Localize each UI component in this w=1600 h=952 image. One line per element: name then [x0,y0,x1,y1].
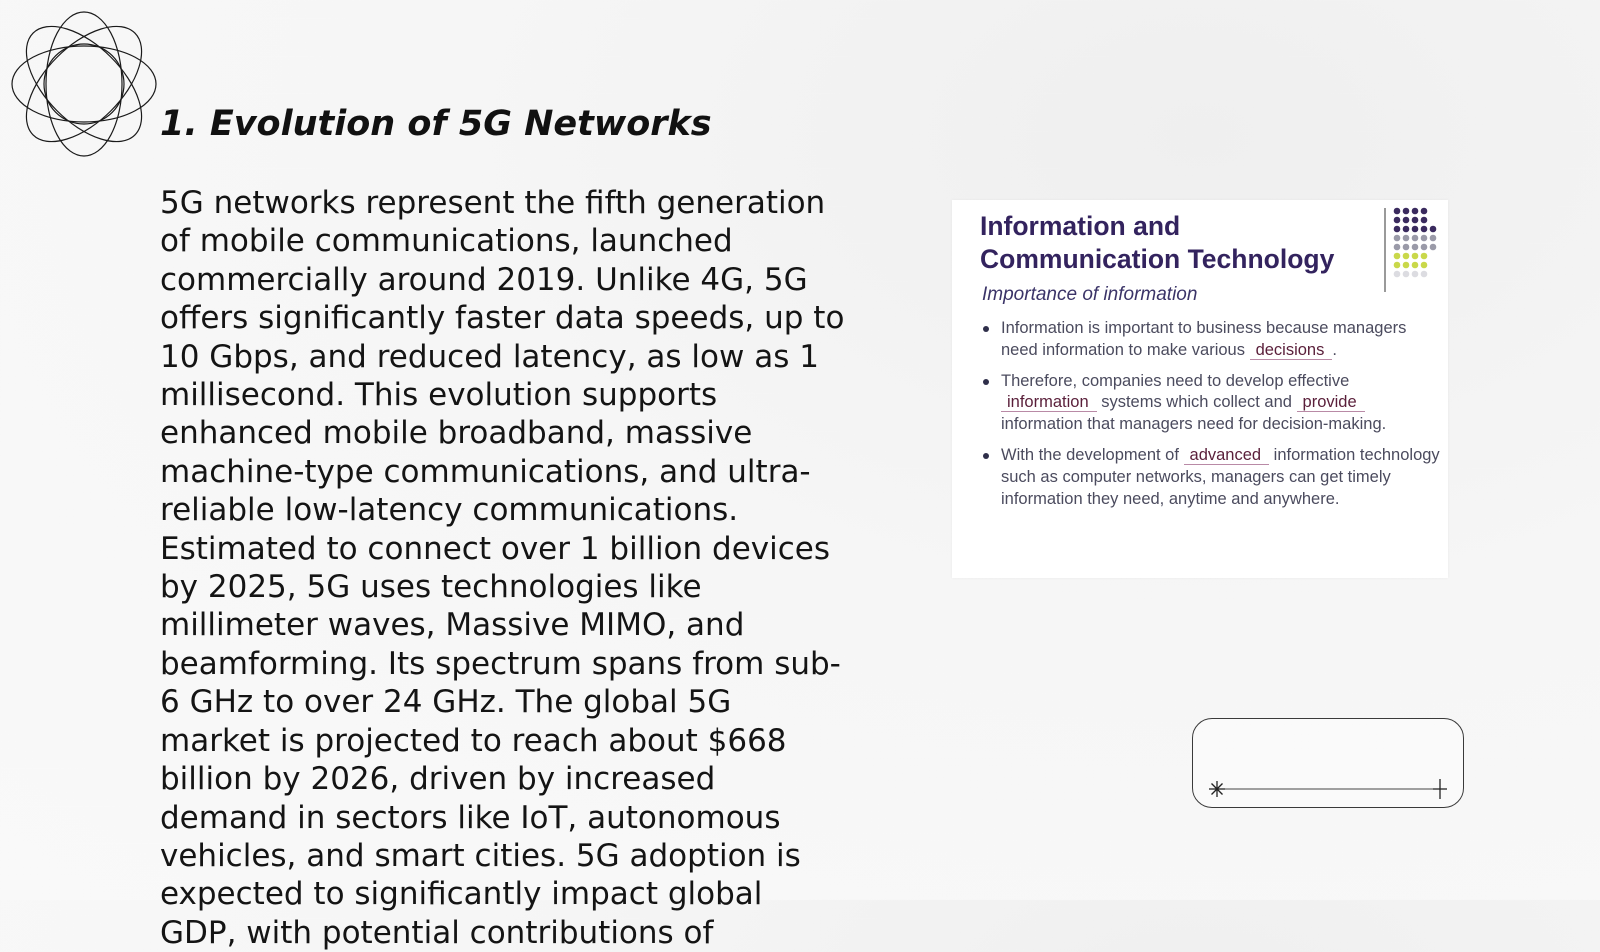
grid-dot [1412,208,1419,215]
bullet-text: Therefore, companies need to develop effective [1001,371,1350,390]
grid-dot [1403,244,1410,251]
grid-dot [1394,208,1401,215]
bullet-text: . [1332,340,1337,359]
grid-dot [1394,271,1401,278]
bullet-text: systems which collect and [1096,393,1297,412]
grid-dot [1421,253,1428,260]
starburst-icon [1209,781,1225,797]
bullet-text: information that managers need for decision-making. [1001,415,1387,434]
ict-bullet-item [982,371,1442,436]
grid-dot [1394,217,1401,224]
grid-dot [1412,262,1419,269]
grid-dot [1412,217,1419,224]
grid-dot [1412,226,1419,233]
ict-card-subtitle: Importance of information [982,284,1198,305]
dot-grid-icon [1392,206,1448,284]
grid-dot [1421,244,1428,251]
grid-dot [1412,235,1419,242]
grid-dot [1403,208,1410,215]
grid-dot [1412,271,1419,278]
fill-in-blank: information [1001,393,1097,412]
grid-dot [1430,244,1437,251]
ict-card-title: Information and Communication Technology [980,211,1335,274]
grid-dot [1403,226,1410,233]
grid-dot [1412,253,1419,260]
decorative-line-widget [1192,718,1464,808]
fill-in-blank: advanced [1184,446,1270,465]
grid-dot [1403,262,1410,269]
grid-dot [1430,235,1437,242]
ict-bullet-list [982,318,1442,519]
grid-dot [1394,235,1401,242]
ict-bullet-item [982,318,1442,362]
grid-dot [1394,244,1401,251]
grid-dot [1403,217,1410,224]
grid-dot [1421,226,1428,233]
grid-dot [1421,217,1428,224]
orbit-rings-icon [10,10,158,158]
slide-heading: 1. Evolution of 5G Networks [160,104,712,144]
bullet-text: Information is important to business because managers need information to make various [1001,319,1407,359]
plus-icon [1433,779,1447,799]
grid-dot [1421,262,1428,269]
grid-dot [1394,262,1401,269]
grid-dot [1412,244,1419,251]
bullet-text: information technology such as computer networks, managers can get timely information they need, anytime and anywhere. [1001,445,1440,508]
grid-dot [1403,253,1410,260]
fill-in-blank: provide [1297,393,1365,412]
grid-dot [1403,235,1410,242]
ict-card-divider [1384,208,1386,292]
ict-image-card [952,200,1448,578]
grid-dot [1430,226,1437,233]
grid-dot [1403,271,1410,278]
grid-dot [1421,271,1428,278]
grid-dot [1421,235,1428,242]
grid-dot [1394,253,1401,260]
grid-dot [1421,208,1428,215]
ict-bullet-item [982,445,1442,510]
slide-body-text: 5G networks represent the fifth generation of mobile communications, launched commercially around 2019. Unlike 4G, 5G offers significantly faster data speeds, up to 10 Gbps, and reduced latency, as low as 1 millisecond. This evolution supports enhanced mobile broadband, massive machine-type communications, and ultra-reliable low-latency communications. Estimated to connect over 1 billion devices by 2025, 5G uses technologies like millimeter waves, Massive MIMO, and beamforming. Its spectrum spans from sub-6 GHz to over 24 GHz. The global 5G market is projected to reach about $668 billion by 2026, driven by increased demand in sectors like IoT, autonomous vehicles, and smart cities. 5G adoption is expected to significantly impact global GDP, with potential contributions of [160,185,845,951]
fill-in-blank: decisions [1250,341,1333,360]
bullet-text: With the development of [1001,445,1184,464]
grid-dot [1394,226,1401,233]
